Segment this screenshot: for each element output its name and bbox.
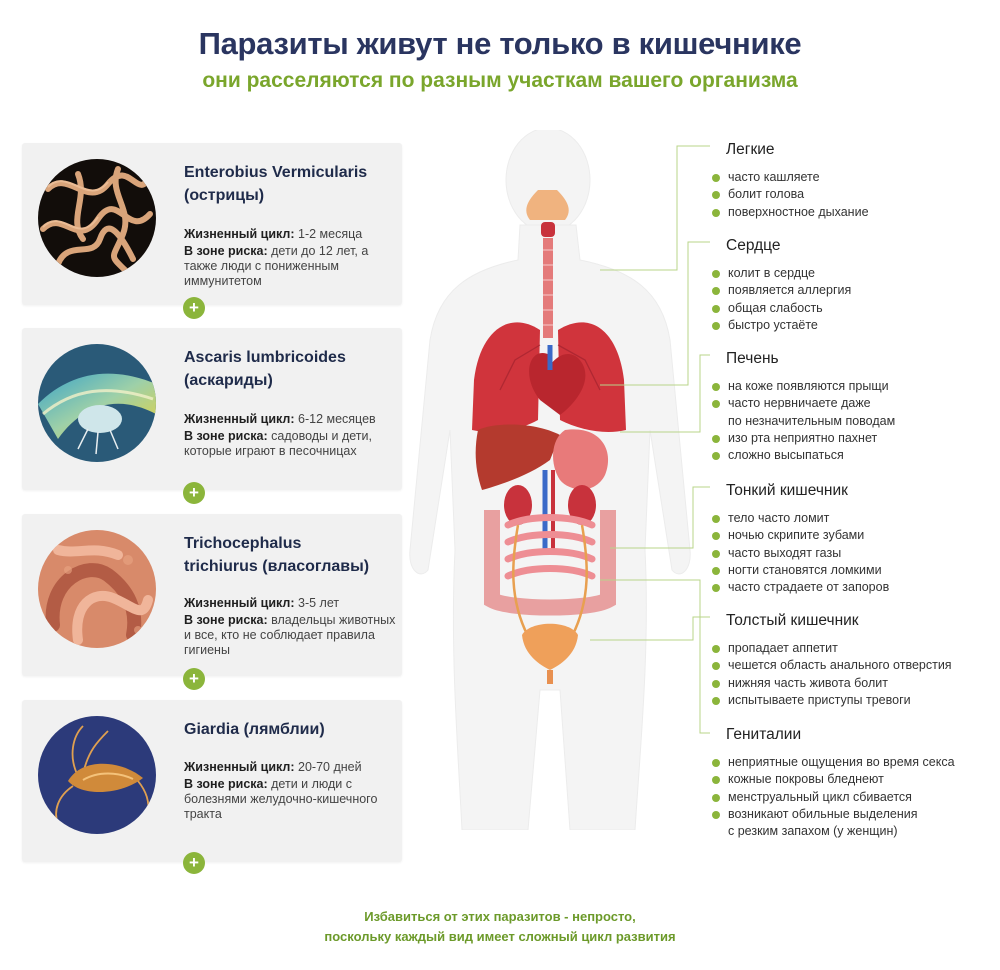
parasite-info: Жизненный цикл: 6-12 месяцев В зоне риска: садоводы и дети, которые играют в песочницах [184, 412, 376, 458]
symptom-item: на коже появляются прыщи [710, 378, 1000, 395]
symptom-item: нижняя часть живота болит [710, 675, 1000, 692]
symptom-item: часто нервничаете даже [710, 395, 1000, 412]
human-body-illustration [400, 130, 700, 830]
organ-genitals [710, 726, 1000, 840]
organ-title: Толстый кишечник [726, 612, 859, 629]
symptom-item: общая слабость [710, 300, 1000, 317]
expand-button[interactable]: + [183, 297, 205, 319]
parasite-name: Ascaris lumbricoides (аскариды) [184, 349, 346, 389]
symptom-item: часто кашляете [710, 169, 1000, 186]
page-title: Паразиты живут не только в кишечнике [198, 26, 802, 61]
parasite-card-ascaris [22, 328, 402, 502]
organ-title: Легкие [726, 141, 775, 158]
symptom-item: поверхностное дыхание [710, 204, 1000, 221]
organ-heart [710, 237, 1000, 334]
symptom-item: тело часто ломит [710, 510, 1000, 527]
symptom-item: сложно высыпаться [710, 447, 1000, 464]
symptom-item: быстро устаёте [710, 317, 1000, 334]
symptom-item: менструальный цикл сбивается [710, 789, 1000, 806]
parasite-info: Жизненный цикл: 20-70 дней В зоне риска: дети и люди с болезнями желудочно-кишечного тракта [184, 760, 378, 821]
expand-button[interactable]: + [183, 668, 205, 690]
parasite-name: Trichocephalus trichiurus (власоглавы) [184, 535, 370, 575]
organ-liver [710, 350, 1000, 464]
symptom-item: колит в сердце [710, 265, 1000, 282]
parasite-info: Жизненный цикл: 1-2 месяца В зоне риска: дети до 12 лет, а также люди с пониженным иммунитетом [184, 227, 369, 288]
symptom-item: чешется область анального отверстия [710, 657, 1000, 674]
symptom-item: возникают обильные выделения [710, 806, 1000, 823]
symptom-item: часто выходят газы [710, 545, 1000, 562]
trichocephalus-photo [38, 530, 156, 648]
parasite-name: Enterobius Vermicularis (острицы) [184, 164, 368, 204]
symptom-item: испытываете приступы тревоги [710, 692, 1000, 709]
symptom-item: изо рта неприятно пахнет [710, 430, 1000, 447]
page-subtitle: они расселяются по разным участкам вашего организма [202, 69, 798, 92]
symptom-item: появляется аллергия [710, 282, 1000, 299]
expand-button[interactable]: + [183, 482, 205, 504]
giardia-photo [38, 716, 156, 834]
symptom-item: неприятные ощущения во время секса [710, 754, 1000, 771]
parasite-card-trichocephalus [22, 514, 402, 688]
symptom-item: кожные покровы бледнеют [710, 771, 1000, 788]
footer-note: Избавиться от этих паразитов - непросто, поскольку каждый вид имеет сложный цикл развития [324, 909, 676, 944]
parasite-name: Giardia (лямблии) [184, 721, 325, 738]
symptom-item: пропадает аппетит [710, 640, 1000, 657]
symptom-item: по незначительным поводам [728, 413, 896, 428]
symptom-item: с резким запахом (у женщин) [728, 824, 898, 839]
organ-title: Тонкий кишечник [726, 482, 848, 499]
symptom-item: болит голова [710, 186, 1000, 203]
organ-lungs [710, 141, 1000, 221]
symptom-item: часто страдаете от запоров [710, 579, 1000, 596]
enterobius-photo [38, 159, 156, 277]
organ-title: Гениталии [726, 726, 802, 743]
symptom-item: ногти становятся ломкими [710, 562, 1000, 579]
ascaris-photo [38, 344, 156, 462]
parasite-info: Жизненный цикл: 3-5 лет В зоне риска: владельцы животных и все, кто не соблюдает правила гигиены [184, 596, 396, 657]
parasite-card-giardia [22, 700, 402, 872]
organ-title: Сердце [726, 237, 781, 254]
organ-small-intestine [710, 482, 1000, 596]
parasite-card-enterobius [22, 143, 402, 317]
organ-large-intestine [710, 612, 1000, 709]
expand-button[interactable]: + [183, 852, 205, 874]
symptom-item: ночью скрипите зубами [710, 527, 1000, 544]
organ-title: Печень [726, 350, 779, 367]
